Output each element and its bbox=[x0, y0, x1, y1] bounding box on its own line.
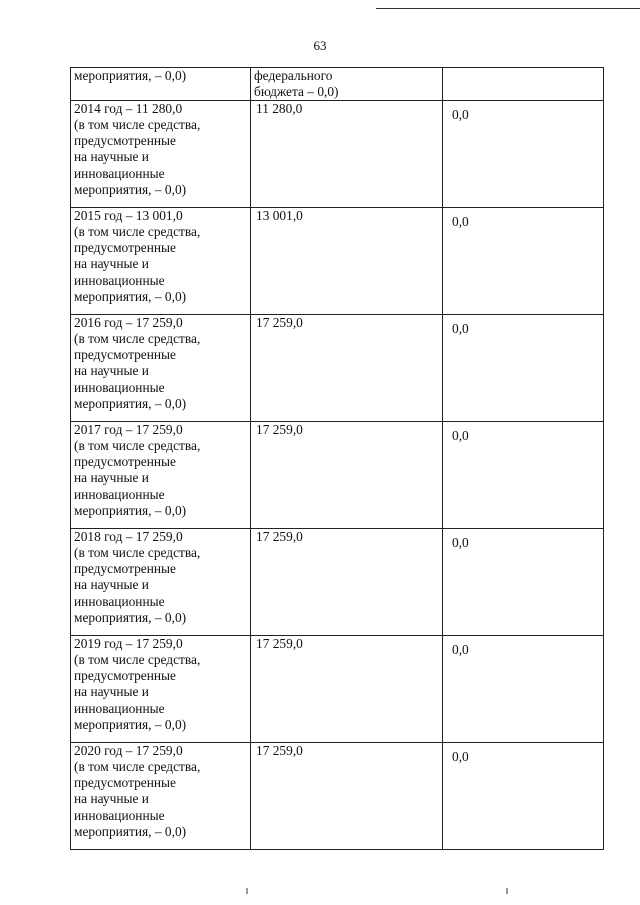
table-cell-other bbox=[443, 636, 604, 743]
cell-line: инновационные bbox=[74, 165, 165, 181]
cell-line: 2016 год – 17 259,0 bbox=[74, 315, 183, 331]
table-cell-federal bbox=[251, 636, 443, 743]
cell-line: инновационные bbox=[74, 379, 165, 395]
cell-line: (в том числе средства, bbox=[74, 117, 201, 133]
scan-mark bbox=[246, 888, 248, 894]
table-row bbox=[71, 636, 604, 743]
page-number: 63 bbox=[313, 38, 327, 53]
cell-line: 2019 год – 17 259,0 bbox=[74, 636, 183, 652]
cell-value: 17 259,0 bbox=[256, 422, 303, 438]
table-cell-federal bbox=[251, 208, 443, 315]
cell-line: 2017 год – 17 259,0 bbox=[74, 422, 183, 438]
cell-line: на научные и bbox=[74, 149, 149, 165]
cell-line: на научные и bbox=[74, 470, 149, 486]
table-row bbox=[71, 422, 604, 529]
cell-line: 2014 год – 11 280,0 bbox=[74, 101, 183, 117]
cell-value: 0,0 bbox=[452, 642, 469, 658]
cell-line: на научные и bbox=[74, 363, 149, 379]
table-cell-period bbox=[71, 636, 251, 743]
table-cell-federal bbox=[251, 422, 443, 529]
cell-value: 17 259,0 bbox=[256, 636, 303, 652]
cell-value: 0,0 bbox=[452, 428, 469, 444]
table-cell-period bbox=[71, 315, 251, 422]
cell-line: на научные и bbox=[74, 577, 149, 593]
cell-line: мероприятия, – 0,0) bbox=[74, 716, 187, 732]
table-cell-federal bbox=[251, 529, 443, 636]
budget-table bbox=[70, 67, 604, 850]
cell-line: предусмотренные bbox=[74, 668, 176, 684]
table-cell-other bbox=[443, 315, 604, 422]
cell-value: 11 280,0 bbox=[256, 101, 303, 117]
cell-line: предусмотренные bbox=[74, 454, 176, 470]
scan-mark bbox=[506, 888, 508, 894]
cell-line: мероприятия, – 0,0) bbox=[74, 181, 187, 197]
top-rule bbox=[376, 8, 640, 9]
table-cell-other bbox=[443, 743, 604, 850]
cell-value: 17 259,0 bbox=[256, 743, 303, 759]
cell-line: мероприятия, – 0,0) bbox=[74, 395, 187, 411]
table-cell-federal bbox=[251, 315, 443, 422]
cell-line: мероприятия, – 0,0) bbox=[74, 68, 187, 83]
cell-line: на научные и bbox=[74, 791, 149, 807]
cell-line: мероприятия, – 0,0) bbox=[74, 288, 187, 304]
cell-line: инновационные bbox=[74, 486, 165, 502]
table-row bbox=[71, 315, 604, 422]
cell-line: 2020 год – 17 259,0 bbox=[74, 743, 183, 759]
cell-line: на научные и bbox=[74, 684, 149, 700]
table-cell-period bbox=[71, 101, 251, 208]
cell-line: инновационные bbox=[74, 272, 165, 288]
table-cell-period bbox=[71, 743, 251, 850]
cell-line: (в том числе средства, bbox=[74, 224, 201, 240]
table-cell-federal bbox=[251, 68, 443, 101]
cell-value: 0,0 bbox=[452, 107, 469, 123]
cell-line: предусмотренные bbox=[74, 347, 176, 363]
table-cell-federal bbox=[251, 743, 443, 850]
table-cell-period bbox=[71, 422, 251, 529]
table-cell-other bbox=[443, 101, 604, 208]
cell-line: 2018 год – 17 259,0 bbox=[74, 529, 183, 545]
cell-line: (в том числе средства, bbox=[74, 759, 201, 775]
cell-line: (в том числе средства, bbox=[74, 545, 201, 561]
table-row-continuation bbox=[71, 68, 604, 101]
cell-line: (в том числе средства, bbox=[74, 331, 201, 347]
cell-value: 0,0 bbox=[452, 749, 469, 765]
table-cell-other bbox=[443, 422, 604, 529]
cell-line: предусмотренные bbox=[74, 133, 176, 149]
cell-line: мероприятия, – 0,0) bbox=[74, 502, 187, 518]
cell-line: инновационные bbox=[74, 593, 165, 609]
table-cell-other bbox=[443, 68, 604, 101]
table-row bbox=[71, 208, 604, 315]
table-row bbox=[71, 101, 604, 208]
cell-line: (в том числе средства, bbox=[74, 652, 201, 668]
table-row bbox=[71, 529, 604, 636]
cell-value: 17 259,0 bbox=[256, 315, 303, 331]
table-row bbox=[71, 743, 604, 850]
cell-line: предусмотренные bbox=[74, 240, 176, 256]
cell-value: 17 259,0 bbox=[256, 529, 303, 545]
cell-value: 0,0 bbox=[452, 535, 469, 551]
cell-value: 0,0 bbox=[452, 214, 469, 230]
cell-line: предусмотренные bbox=[74, 775, 176, 791]
table-cell-federal bbox=[251, 101, 443, 208]
table-cell-period bbox=[71, 208, 251, 315]
table-cell-period bbox=[71, 68, 251, 101]
cell-line: бюджета – 0,0) bbox=[254, 84, 339, 100]
cell-line: (в том числе средства, bbox=[74, 438, 201, 454]
cell-line: мероприятия, – 0,0) bbox=[74, 609, 187, 625]
cell-line: предусмотренные bbox=[74, 561, 176, 577]
cell-line: мероприятия, – 0,0) bbox=[74, 823, 187, 839]
cell-line: инновационные bbox=[74, 807, 165, 823]
cell-line: федерального bbox=[254, 68, 333, 83]
cell-line: инновационные bbox=[74, 700, 165, 716]
cell-value: 0,0 bbox=[452, 321, 469, 337]
table-cell-other bbox=[443, 529, 604, 636]
cell-line: 2015 год – 13 001,0 bbox=[74, 208, 183, 224]
cell-line: на научные и bbox=[74, 256, 149, 272]
cell-value: 13 001,0 bbox=[256, 208, 303, 224]
table-cell-other bbox=[443, 208, 604, 315]
table-cell-period bbox=[71, 529, 251, 636]
